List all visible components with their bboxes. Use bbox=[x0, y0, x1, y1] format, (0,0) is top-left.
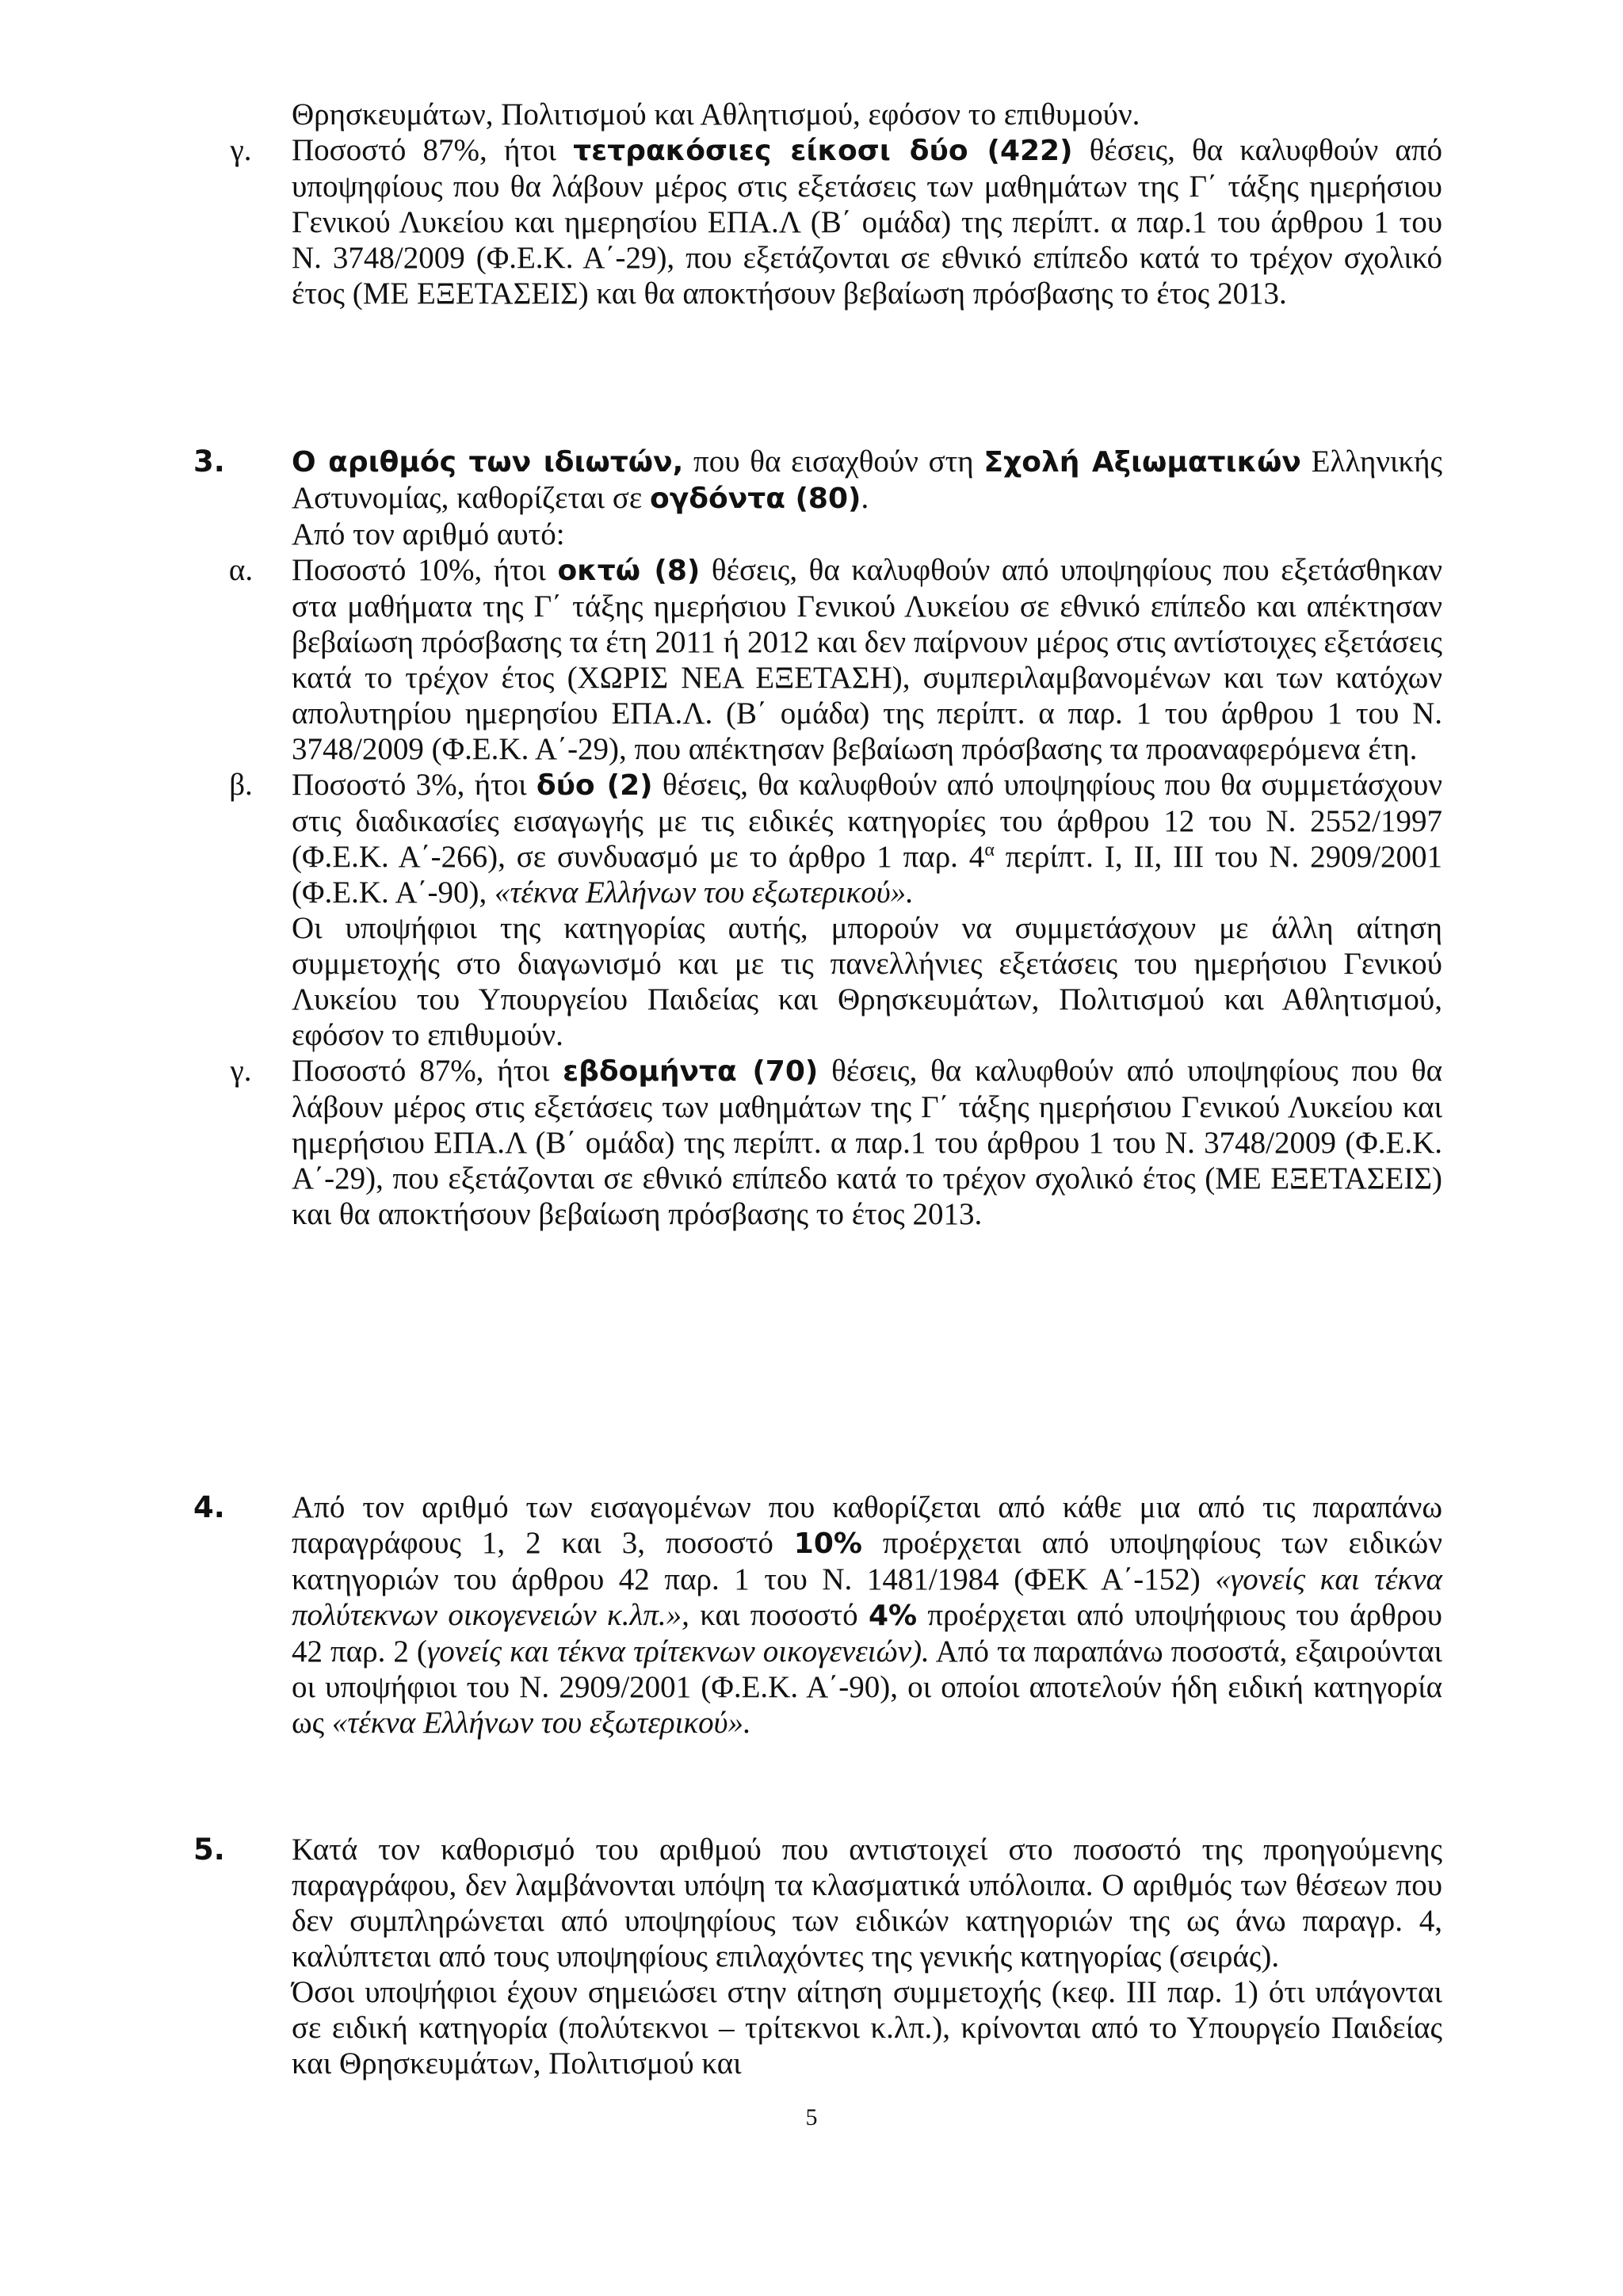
text-run: περίπτ. Ι, ΙΙ, ΙΙΙ του Ν. 2909/2001 (Φ.Ε.Κ. Α΄-90), bbox=[292, 840, 1442, 910]
item-text bbox=[292, 767, 1442, 910]
section-3-intro bbox=[292, 444, 1442, 517]
bold-heading: Ο αριθμός των ιδιωτών, bbox=[292, 446, 684, 479]
section-number: 5. bbox=[193, 1833, 225, 1867]
section-2-item-g bbox=[190, 132, 1442, 311]
text-run: που θα εισαχθούν στη bbox=[683, 444, 984, 479]
item-label: β. bbox=[229, 768, 253, 802]
item-text bbox=[292, 552, 1442, 767]
superscript: α bbox=[984, 840, 995, 860]
text-run: θέσεις, θα καλυφθούν από υποψηφίους που θα λάβουν μέρος στις εξετάσεις των μαθημάτων της Γ΄ τάξης ημερήσιου Γενικού Λυκείου και ημερήσιου ΕΠΑ.Λ (Β΄ ομάδα) της περίπτ. α παρ.1 του άρθρου 1 του Ν. 3748/2009 (Φ.Ε.Κ. Α΄-29), που εξετάζονται σε εθνικό επίπεδο κατά το τρέχον σχολικό έτος (ΜΕ ΕΞΕΤΑΣΕΙΣ) και θα αποκτήσουν βεβαίωση πρόσβασης το έτος 2013. bbox=[292, 1054, 1442, 1231]
section-3-item-b-para2: Οι υποψήφιοι της κατηγορίας αυτής, μπορούν να συμμετάσχουν με άλλη αίτηση συμμετοχής στο διαγωνισμό και με τις πανελλήνιες εξετάσεις του ημερήσιου Γενικού Λυκείου του Υπουργείου Παιδείας και Θρησκευμάτων, Πολιτισμού και Αθλητισμού, εφόσον το επιθυμούν. bbox=[292, 911, 1442, 1052]
text-run: Ποσοστό 10%, ήτοι bbox=[292, 553, 558, 587]
text-run: θέσεις, θα καλυφθούν από υποψηφίους που εξετάσθηκαν στα μαθήματα της Γ΄ τάξης ημερήσιου Γενικού Λυκείου σε εθνικό επίπεδο και απέκτησαν βεβαίωση πρόσβασης τα έτη 2011 ή 2012 και δεν παίρνουν μέρος στις αντίστοιχες εξετάσεις κατά το τρέχον έτος (ΧΩΡΙΣ ΝΕΑ ΕΞΕΤΑΣΗ), συμπεριλαμβανομένων και των κατόχων απολυτηρίου ημερησίου ΕΠΑ.Λ. (Β΄ ομάδα) της περίπτ. α παρ. 1 του άρθρου 1 του Ν. 3748/2009 (Φ.Ε.Κ. Α΄-29), που απέκτησαν βεβαίωση πρόσβασης τα προαναφερόμενα έτη. bbox=[292, 553, 1442, 766]
text-run: Ποσοστό 87%, ήτοι bbox=[292, 133, 574, 167]
text-run: προέρχεται από υποψηφίους των ειδικών κατηγοριών του άρθρου 42 παρ. 1 του Ν. 1481/1984 (ΦΕΚ Α΄-152) bbox=[292, 1526, 1442, 1596]
section-5-para2: Όσοι υποψήφιοι έχουν σημειώσει στην αίτηση συμμετοχής (κεφ. ΙΙΙ παρ. 1) ότι υπάγονται σε ειδική κατηγορία (πολύτεκνοι – τρίτεκνοι κ.λπ.), κρίνονται από το Υπουργείο Παιδείας και Θρησκευμάτων, Πολιτισμού και bbox=[292, 1975, 1442, 2081]
item-text bbox=[292, 132, 1442, 311]
italic-quote: γονείς και τέκνα τρίτεκνων οικογενειών). bbox=[426, 1634, 930, 1669]
section-4-text bbox=[292, 1489, 1442, 1741]
section-3-item-b bbox=[190, 767, 1442, 910]
text-run: Από τα παραπάνω ποσοστά, εξαιρούνται οι υποψήφιοι του Ν. 2909/2001 (Φ.Ε.Κ. Α΄-90), οι οποίοι αποτελούν ήδη ειδική κατηγορία ως bbox=[292, 1634, 1443, 1740]
text-run: . bbox=[861, 481, 869, 515]
text-run: Από τον αριθμό των εισαγομένων που καθορίζεται από κάθε μια από τις παραπάνω παραγράφους 1, 2 και 3, ποσοστό bbox=[292, 1490, 1442, 1560]
section-3 bbox=[190, 444, 1442, 1232]
text-run: Ελληνικής Αστυνομίας, καθορίζεται σε bbox=[292, 444, 1442, 515]
bold-total: ογδόντα (80) bbox=[650, 482, 861, 515]
bold-count: εβδομήντα (70) bbox=[563, 1055, 819, 1088]
bold-percent: 4% bbox=[868, 1600, 918, 1632]
text-run: Ποσοστό 3%, ήτοι bbox=[292, 768, 537, 802]
section-4 bbox=[190, 1489, 1442, 1741]
text-run: Ποσοστό 87%, ήτοι bbox=[292, 1054, 563, 1088]
bold-count: δύο (2) bbox=[536, 769, 653, 802]
page-number: 5 bbox=[805, 2104, 818, 2130]
section-3-item-a bbox=[190, 552, 1442, 767]
text-run: και ποσοστό bbox=[689, 1598, 869, 1632]
bold-count: οκτώ (8) bbox=[557, 555, 701, 587]
item-text bbox=[292, 1053, 1442, 1232]
text-run: θέσεις, θα καλυφθούν από υποψηφίους που θα λάβουν μέρος στις εξετάσεις των μαθημάτων της Γ΄ τάξης ημερήσιου Γενικού Λυκείου και ημερησίου ΕΠΑ.Λ (Β΄ ομάδα) της περίπτ. α παρ.1 του άρθρου 1 του Ν. 3748/2009 (Φ.Ε.Κ. Α΄-29), που εξετάζονται σε εθνικό επίπεδο κατά το τρέχον σχολικό έτος (ΜΕ ΕΞΕΤΑΣΕΙΣ) και θα αποκτήσουν βεβαίωση πρόσβασης το έτος 2013. bbox=[292, 133, 1443, 311]
section-5 bbox=[190, 1832, 1442, 2081]
bold-percent: 10% bbox=[793, 1527, 862, 1560]
section-2-tail bbox=[190, 97, 1442, 132]
section-3-subline: Από τον αριθμό αυτό: bbox=[292, 517, 565, 551]
item-label: γ. bbox=[230, 1054, 252, 1088]
italic-quote: «τέκνα Ελλήνων του εξωτερικού». bbox=[331, 1706, 751, 1740]
bold-school-name: Σχολή Αξιωματικών bbox=[983, 446, 1301, 479]
italic-quote: «γονείς και τέκνα πολύτεκνων οικογενειών κ.λπ.», bbox=[292, 1562, 1443, 1632]
text-run: θέσεις, θα καλυφθούν από υποψηφίους που θα συμμετάσχουν στις διαδικασίες εισαγωγής με τις ειδικές κατηγορίες του άρθρου 12 του Ν. 2552/1997 (Φ.Ε.Κ. Α΄-266), σε συνδυασμό με το άρθρο 1 παρ. 4 bbox=[292, 768, 1442, 874]
section-5-text: Κατά τον καθορισμό του αριθμού που αντιστοιχεί στο ποσοστό της προηγούμενης παραγράφου, δεν λαμβάνονται υπόψη τα κλασματικά υπόλοιπα. Ο αριθμός των θέσεων που δεν συμπληρώνεται από υποψηφίους των ειδικών κατηγοριών της ως άνω παραγρ. 4, καλύπτεται από τους υποψηφίους επιλαχόντες της γενικής κατηγορίας (σειράς). bbox=[292, 1833, 1442, 1974]
section-2-tail-line: Θρησκευμάτων, Πολιτισμού και Αθλητισμού, εφόσον το επιθυμούν. bbox=[292, 97, 1140, 132]
text-run: προέρχεται από υποψήφιους του άρθρου 42 παρ. 2 ( bbox=[292, 1598, 1442, 1669]
section-number: 4. bbox=[193, 1490, 225, 1524]
section-3-item-g bbox=[190, 1053, 1442, 1232]
item-label: α. bbox=[228, 553, 254, 587]
bold-count: τετρακόσιες είκοσι δύο (422) bbox=[573, 135, 1073, 167]
section-number: 3. bbox=[193, 444, 225, 479]
italic-quote: «τέκνα Ελλήνων του εξωτερικού». bbox=[494, 875, 914, 910]
item-label: γ. bbox=[230, 133, 252, 167]
